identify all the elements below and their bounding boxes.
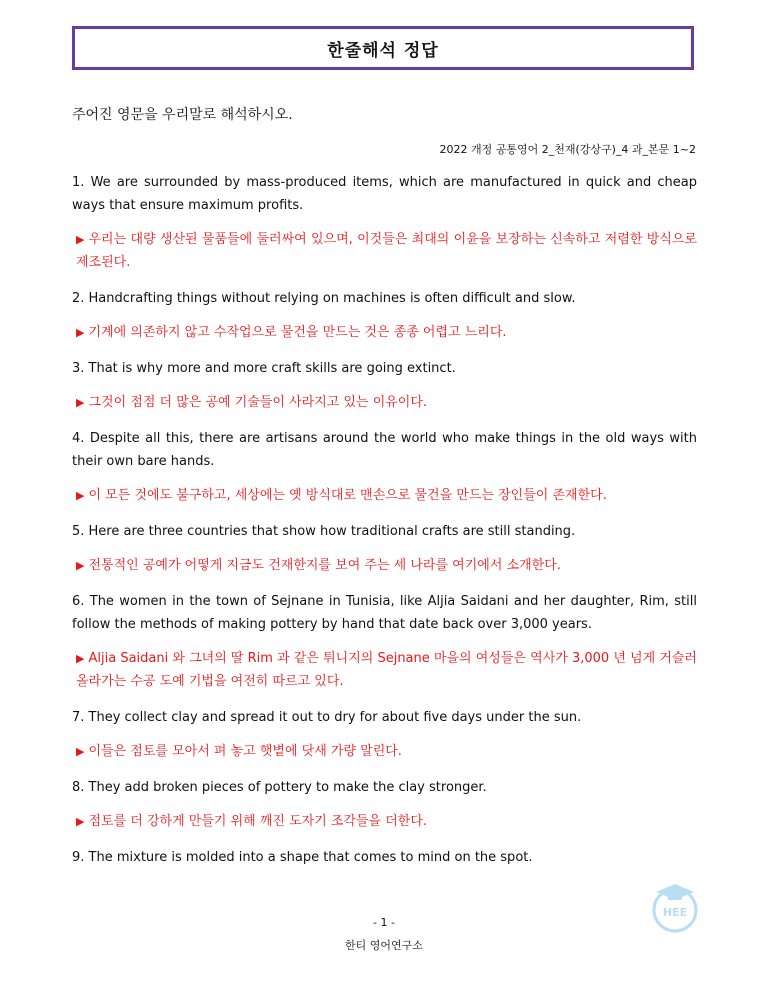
item-8 <box>72 776 697 833</box>
item-6 <box>72 590 697 693</box>
english-sentence: 3. That is why more and more craft skills are going extinct. <box>72 361 456 376</box>
item-2 <box>72 287 697 344</box>
korean-translation: ▶ Aljia Saidani 와 그녀의 딸 Rim 과 같은 튀니지의 Sejnane 마을의 여성들은 역사가 3,000 년 넘게 거슬러 올라가는 수공 도예 기법을 여전히 따르고 있다. <box>72 647 697 693</box>
footer-organization: 한티 영어연구소 <box>345 939 423 952</box>
english-sentence: 5. Here are three countries that show how traditional crafts are still standing. <box>72 524 576 539</box>
english-sentence: 9. The mixture is molded into a shape that comes to mind on the spot. <box>72 850 533 865</box>
item-4 <box>72 427 697 507</box>
instruction-text: 주어진 영문을 우리말로 해석하시오. <box>72 107 293 123</box>
english-sentence: 8. They add broken pieces of pottery to make the clay stronger. <box>72 780 487 795</box>
arrow-icon: ▶ <box>76 396 85 409</box>
korean-translation: ▶ 점토를 더 강하게 만들기 위해 깨진 도자기 조각들을 더한다. <box>72 810 697 833</box>
arrow-icon: ▶ <box>76 815 85 828</box>
korean-translation: ▶ 그것이 점점 더 많은 공예 기술들이 사라지고 있는 이유이다. <box>72 391 697 414</box>
english-sentence: 1. We are surrounded by mass-produced items, which are manufactured in quick and cheap ways that ensure maximum profits. <box>72 175 697 213</box>
arrow-icon: ▶ <box>76 326 85 339</box>
page-title: 한줄해석 정답 <box>327 40 439 61</box>
korean-translation: ▶ 우리는 대량 생산된 물품들에 둘러싸여 있으며, 이것들은 최대의 이윤을 보장하는 신속하고 저렴한 방식으로 제조된다. <box>72 228 697 274</box>
item-7 <box>72 706 697 763</box>
arrow-icon: ▶ <box>76 559 85 572</box>
title-box <box>72 26 694 70</box>
item-3 <box>72 357 697 414</box>
source-label: 2022 개정 공통영어 2_천재(강상구)_4 과_본문 1~2 <box>439 143 696 156</box>
arrow-icon: ▶ <box>76 745 85 758</box>
item-5 <box>72 520 697 577</box>
english-sentence: 2. Handcrafting things without relying on machines is often difficult and slow. <box>72 291 576 306</box>
content <box>72 171 697 882</box>
page-number: - 1 - <box>373 916 395 929</box>
korean-translation: ▶ 전통적인 공예가 어떻게 지금도 건재한지를 보여 주는 세 나라를 여기에서 소개한다. <box>72 554 697 577</box>
korean-translation: ▶ 이 모든 것에도 불구하고, 세상에는 옛 방식대로 맨손으로 물건을 만드는 장인들이 존재한다. <box>72 484 697 507</box>
arrow-icon: ▶ <box>76 489 85 502</box>
korean-translation: ▶ 이들은 점토를 모아서 펴 놓고 햇볕에 닷새 가량 말린다. <box>72 740 697 763</box>
korean-translation: ▶ 기계에 의존하지 않고 수작업으로 물건을 만드는 것은 종종 어렵고 느리다. <box>72 321 697 344</box>
arrow-icon: ▶ <box>76 652 85 665</box>
item-1 <box>72 171 697 274</box>
english-sentence: 4. Despite all this, there are artisans around the world who make things in the old ways with their own bare hands. <box>72 431 697 469</box>
arrow-icon: ▶ <box>76 233 85 246</box>
english-sentence: 6. The women in the town of Sejnane in Tunisia, like Aljia Saidani and her daughter, Rim, still follow the methods of making pottery by hand that date back over 3,000 years. <box>72 594 697 632</box>
logo-text: HEE <box>662 906 688 919</box>
item-9 <box>72 846 697 869</box>
english-sentence: 7. They collect clay and spread it out to dry for about five days under the sun. <box>72 710 582 725</box>
